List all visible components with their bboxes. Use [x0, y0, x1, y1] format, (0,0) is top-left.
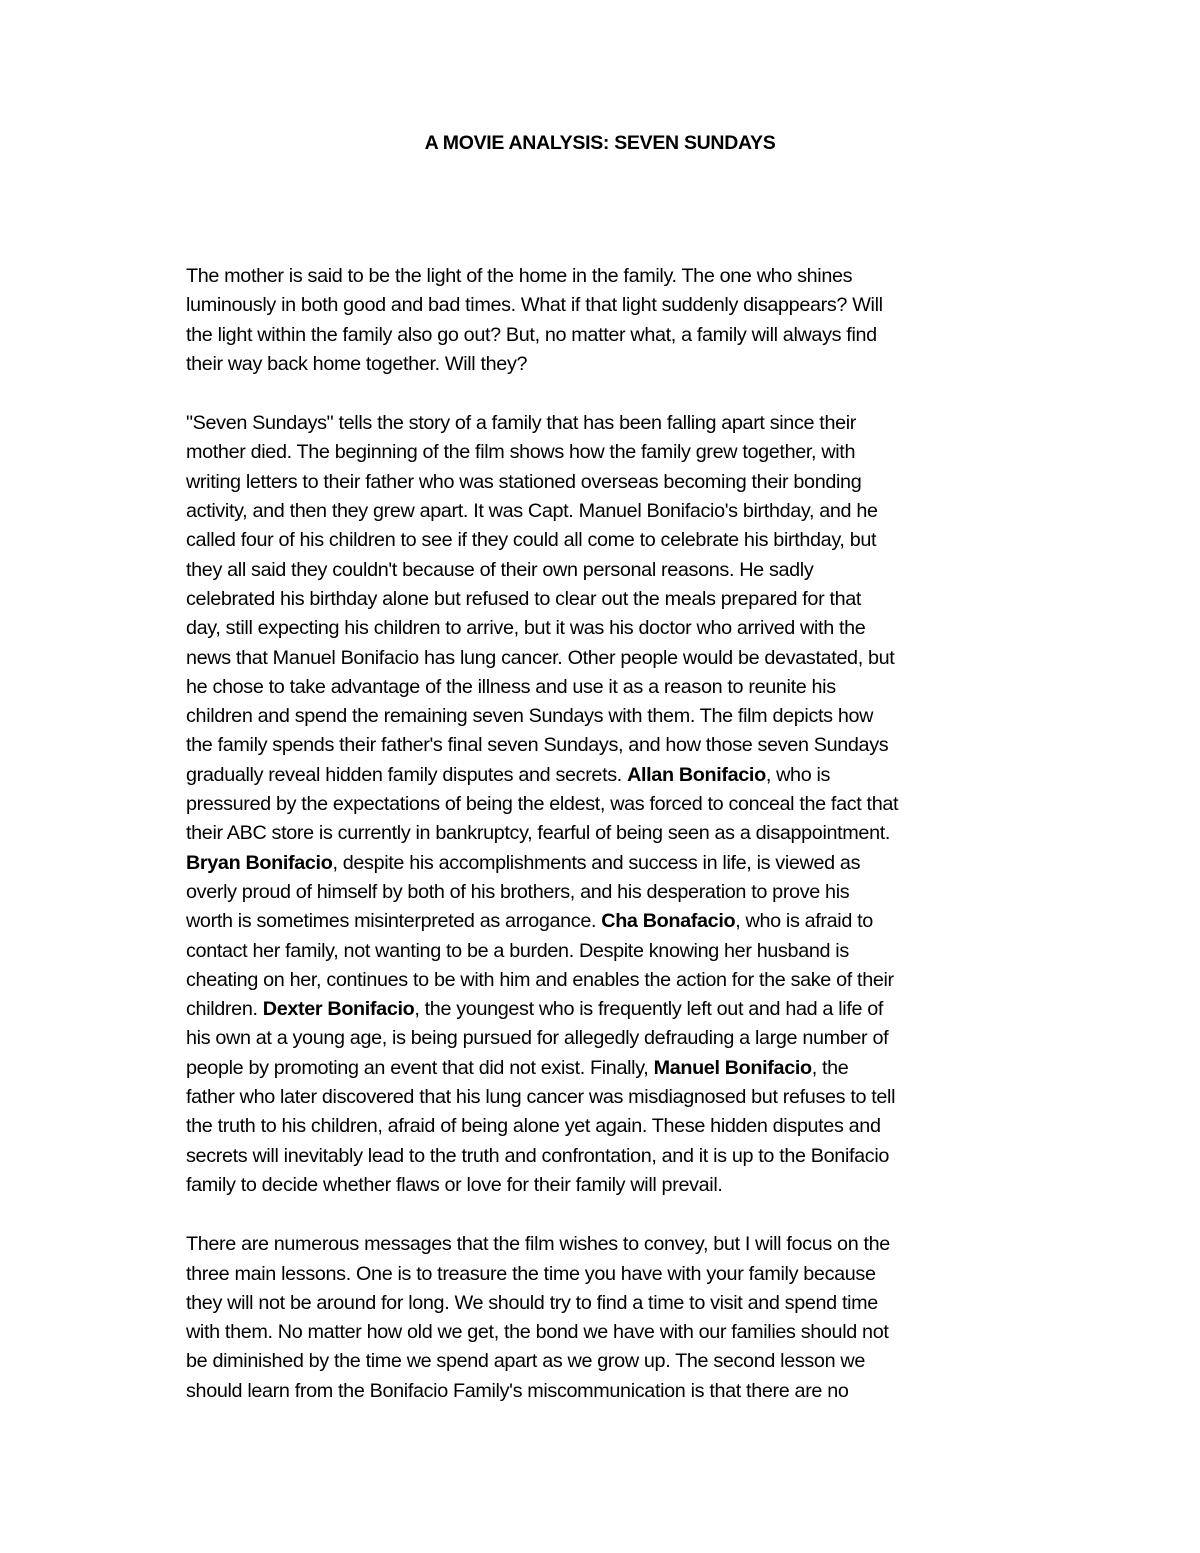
bold-name: Manuel Bonifacio	[653, 1056, 812, 1079]
text-line	[186, 937, 1046, 966]
text-line	[186, 731, 1046, 760]
text-segment: they all said they couldn't because of their own personal reasons. He sadly	[186, 558, 814, 581]
text-segment: , the	[811, 1056, 849, 1079]
text-line	[186, 291, 1046, 320]
text-line	[186, 1289, 1046, 1318]
text-line	[186, 1377, 1046, 1406]
text-segment: "Seven Sundays" tells the story of a family that has been falling apart since their	[186, 412, 857, 435]
text-line	[186, 556, 1046, 585]
text-segment: gradually reveal hidden family disputes and secrets.	[186, 763, 628, 786]
text-segment: contact her family, not wanting to be a burden. Despite knowing her husband is	[186, 939, 849, 962]
text-segment: they will not be around for long. We should try to find a time to visit and spend time	[186, 1291, 878, 1314]
text-line	[186, 849, 1046, 878]
text-line	[186, 673, 1046, 702]
text-line	[186, 526, 1046, 555]
text-line	[186, 1260, 1046, 1289]
text-line	[186, 1230, 1046, 1259]
document-title: A MOVIE ANALYSIS: SEVEN SUNDAYS	[424, 132, 776, 154]
text-line	[186, 614, 1046, 643]
text-line	[186, 262, 1046, 291]
text-segment: activity, and then they grew apart. It was Capt. Manuel Bonifacio's birthday, and he	[186, 500, 878, 523]
text-line	[186, 321, 1046, 350]
text-segment: family to decide whether flaws or love for their family will prevail.	[186, 1173, 723, 1196]
text-line	[186, 1171, 1046, 1200]
bold-name: Allan Bonifacio	[627, 763, 766, 786]
bold-name: Cha Bonafacio	[601, 910, 736, 933]
text-segment: worth is sometimes misinterpreted as arrogance.	[186, 910, 602, 933]
text-segment: writing letters to their father who was stationed overseas becoming their bonding	[186, 470, 862, 493]
text-segment: luminously in both good and bad times. What if that light suddenly disappears? Will	[186, 294, 883, 317]
text-line	[186, 966, 1046, 995]
text-line	[186, 790, 1046, 819]
text-segment: should learn from the Bonifacio Family's miscommunication is that there are no	[186, 1379, 849, 1402]
text-segment: their way back home together. Will they?	[186, 352, 528, 375]
text-segment: overly proud of himself by both of his brothers, and his desperation to prove his	[186, 880, 850, 903]
bold-name: Dexter Bonifacio	[262, 998, 415, 1021]
text-line	[186, 438, 1046, 467]
text-segment: be diminished by the time we spend apart as we grow up. The second lesson we	[186, 1350, 865, 1373]
text-segment: pressured by the expectations of being the eldest, was forced to conceal the fact that	[186, 793, 899, 816]
text-segment: cheating on her, continues to be with him and enables the action for the sake of their	[186, 968, 894, 991]
text-line	[186, 1054, 1046, 1083]
text-line	[186, 1083, 1046, 1112]
text-line	[186, 702, 1046, 731]
text-segment: he chose to take advantage of the illness and use it as a reason to reunite his	[186, 675, 836, 698]
text-segment: his own at a young age, is being pursued for allegedly defrauding a large number of	[186, 1027, 889, 1050]
text-segment: The mother is said to be the light of the home in the family. The one who shines	[186, 265, 853, 287]
text-segment: with them. No matter how old we get, the bond we have with our families should not	[186, 1321, 889, 1344]
text-segment: the light within the family also go out? But, no matter what, a family will always find	[186, 323, 877, 346]
text-line	[186, 350, 1046, 379]
text-line	[186, 1347, 1046, 1376]
text-line	[186, 1024, 1046, 1053]
text-segment: , who is afraid to	[735, 910, 873, 933]
paragraph-3	[186, 1230, 1046, 1406]
text-segment: three main lessons. One is to treasure the time you have with your family because	[186, 1262, 876, 1285]
text-segment: , despite his accomplishments and success in life, is viewed as	[332, 851, 861, 874]
text-segment: mother died. The beginning of the film shows how the family grew together, with	[186, 441, 856, 464]
text-segment: father who later discovered that his lung cancer was misdiagnosed but refuses to tell	[186, 1086, 896, 1109]
text-line	[186, 819, 1046, 848]
bold-name: Bryan Bonifacio	[186, 851, 333, 874]
text-line	[186, 585, 1046, 614]
text-segment: children.	[186, 998, 263, 1021]
text-segment: news that Manuel Bonifacio has lung cancer. Other people would be devastated, but	[186, 646, 895, 669]
paragraph-1	[186, 262, 1046, 379]
text-segment: , the youngest who is frequently left out and had a life of	[414, 998, 884, 1021]
text-segment: their ABC store is currently in bankruptcy, fearful of being seen as a disappointment.	[186, 822, 891, 845]
text-line	[186, 1142, 1046, 1171]
text-line	[186, 409, 1046, 438]
text-segment: , who is	[765, 763, 831, 786]
text-segment: the family spends their father's final seven Sundays, and how those seven Sundays	[186, 734, 889, 757]
text-line	[186, 1112, 1046, 1141]
text-line	[186, 497, 1046, 526]
text-segment: people by promoting an event that did not exist. Finally,	[186, 1056, 654, 1079]
text-segment: the truth to his children, afraid of being alone yet again. These hidden disputes and	[186, 1115, 881, 1138]
text-line	[186, 468, 1046, 497]
text-segment: called four of his children to see if they could all come to celebrate his birthday, but	[186, 529, 877, 552]
text-line	[186, 1318, 1046, 1347]
text-segment: children and spend the remaining seven Sundays with them. The film depicts how	[186, 705, 874, 728]
text-segment: day, still expecting his children to arrive, but it was his doctor who arrived with the	[186, 617, 866, 640]
text-segment: celebrated his birthday alone but refused to clear out the meals prepared for that	[186, 587, 862, 610]
text-segment: There are numerous messages that the film wishes to convey, but I will focus on the	[186, 1233, 890, 1256]
text-line	[186, 644, 1046, 673]
paragraph-2	[186, 409, 1046, 1200]
text-line	[186, 907, 1046, 936]
document-body	[186, 262, 1046, 1436]
text-line	[186, 878, 1046, 907]
text-line	[186, 995, 1046, 1024]
text-segment: secrets will inevitably lead to the truth and confrontation, and it is up to the Bonifacio	[186, 1144, 890, 1167]
text-line	[186, 761, 1046, 790]
